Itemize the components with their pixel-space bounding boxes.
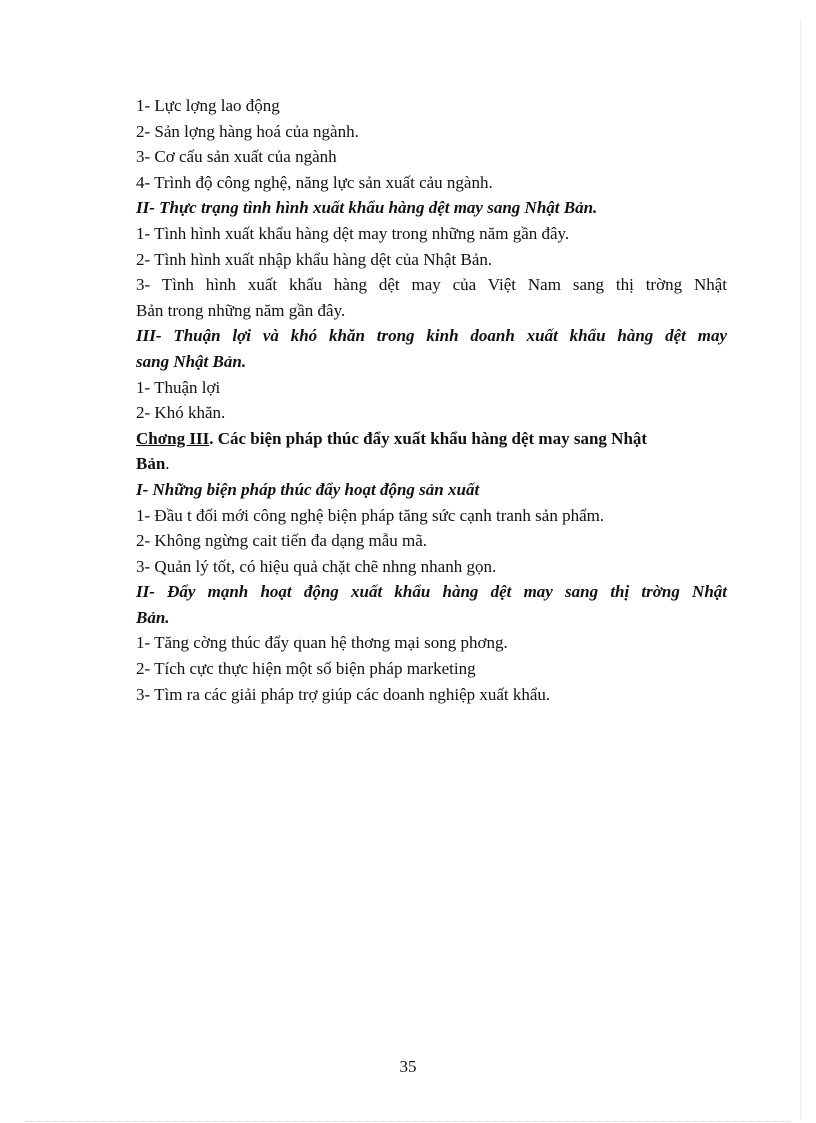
page-bottom-border <box>26 1121 790 1122</box>
chapter-heading-continued <box>136 451 727 477</box>
outline-item-continued: Bản trong những năm gần đây. <box>136 300 346 320</box>
section-heading-continued: Bản. <box>136 607 170 627</box>
section-heading-continued: sang Nhật Bản. <box>136 351 247 371</box>
section-heading: I- Những biện pháp thúc đẩy hoạt động sản xuất <box>136 479 480 499</box>
outline-item: 1- Tăng cờng thúc đẩy quan hệ thơng mại song phơng. <box>136 633 508 653</box>
outline-item: 1- Đầu t đổi mới công nghệ biện pháp tăng sức cạnh tranh sản phẩm. <box>136 505 605 525</box>
outline-item: 3- Cơ cấu sản xuất của ngành <box>136 147 337 167</box>
outline-item: 2- Khó khăn. <box>136 403 226 423</box>
chapter-heading <box>136 426 727 452</box>
chapter-title: . Các biện pháp thúc đẩy xuất khẩu hàng dệt may sang Nhật <box>209 428 648 448</box>
section-heading: II- Đẩy mạnh hoạt động xuất khẩu hàng dệt may sang thị trờng Nhật <box>136 582 727 602</box>
outline-item: 3- Tìm ra các giải pháp trợ giúp các doanh nghiệp xuất khẩu. <box>136 684 551 704</box>
outline-content <box>136 93 727 707</box>
chapter-label: Chơng III <box>136 428 210 448</box>
outline-item: 2- Sản lợng hàng hoá của ngành. <box>136 121 359 141</box>
outline-item: 2- Không ngừng cait tiến đa dạng mẫu mã. <box>136 531 428 551</box>
outline-item: 3- Tình hình xuất khẩu hàng dệt may của Việt Nam sang thị trờng Nhật <box>136 275 727 295</box>
section-heading: III- Thuận lợi và khó khăn trong kinh doanh xuất khẩu hàng dệt may <box>136 326 727 346</box>
outline-item: 4- Trình độ công nghệ, năng lực sản xuất cảu ngành. <box>136 172 493 192</box>
chapter-title-continued: Bản <box>136 454 166 474</box>
outline-item: 1- Tình hình xuất khẩu hàng dệt may trong những năm gần đây. <box>136 223 570 243</box>
outline-item: 1- Thuận lợi <box>136 377 221 397</box>
outline-item: 3- Quản lý tốt, có hiệu quả chặt chẽ nhng nhanh gọn. <box>136 556 497 576</box>
outline-item: 2- Tình hình xuất nhập khẩu hàng dệt của Nhật Bản. <box>136 249 493 269</box>
page-number: 35 <box>399 1057 417 1076</box>
section-heading: II- Thực trạng tình hình xuất khẩu hàng dệt may sang Nhật Bản. <box>136 198 598 218</box>
page-right-border <box>800 20 801 1119</box>
outline-item: 1- Lực lợng lao động <box>136 96 280 115</box>
outline-item: 2- Tích cực thực hiện một số biện pháp marketing <box>136 659 476 679</box>
chapter-period: . <box>165 454 170 474</box>
